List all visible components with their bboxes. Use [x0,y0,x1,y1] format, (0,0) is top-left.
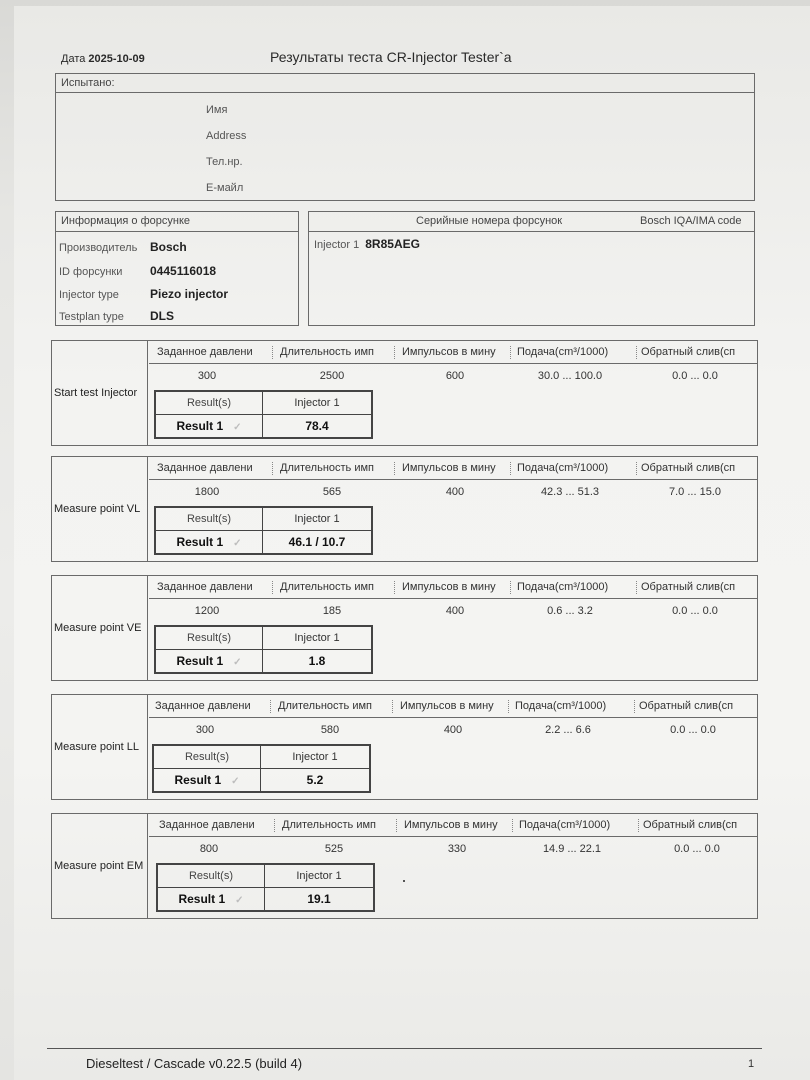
column-header: Подача(cm³/1000) [519,819,611,831]
test-param-value: 30.0 ... 100.0 [537,370,603,382]
info-label: ID форсунки [59,266,123,278]
column-header: Импульсов в мину [402,462,496,474]
result-label: Result 1 [176,419,224,433]
stray-mark [403,880,405,882]
column-separator [512,819,513,832]
test-param-value: 400 [443,724,463,736]
serial-row [314,237,420,251]
result-value: 78.4 [263,415,372,438]
column-header: Обратный слив(cп [641,462,736,474]
test-block [51,456,758,562]
test-param-value: 600 [445,370,465,382]
tested-section [55,73,755,201]
test-param-value: 330 [447,843,467,855]
test-param-value: 580 [320,724,340,736]
info-label: Производитель [59,242,138,254]
info-value: Bosch [150,240,187,254]
column-separator [272,462,273,475]
test-param-value: 2500 [319,370,345,382]
check-icon: ✓ [235,895,244,906]
date-label: Дата [61,53,86,65]
column-separator [510,462,511,475]
column-separator [394,581,395,594]
check-icon: ✓ [233,422,242,433]
info-row-testplan [59,309,174,323]
column-separator [394,346,395,359]
column-header: Длительность имп [280,581,375,593]
serial-value: 8R85AEG [365,237,420,251]
code-title: Bosch IQA/IMA code [640,215,742,227]
column-separator [636,462,637,475]
column-header: Обратный слив(cп [641,581,736,593]
result-label-cell [158,888,265,911]
column-header: Заданное давлени [157,581,253,593]
test-param-value: 14.9 ... 22.1 [542,843,602,855]
field-name: Имя [206,104,228,116]
column-separator [636,346,637,359]
test-param-value: 7.0 ... 15.0 [669,486,721,498]
column-header: Подача(cm³/1000) [517,462,609,474]
column-header: Импульсов в мину [402,581,496,593]
field-address: Address [206,130,247,142]
column-header: Заданное давлени [157,346,253,358]
test-param-value: 400 [445,605,465,617]
column-header: Импульсов в мину [404,819,498,831]
result-header-key: Result(s) [158,865,265,888]
test-param-value: 0.0 ... 0.0 [674,843,720,855]
result-table [152,744,371,793]
column-header: Длительность имп [280,462,375,474]
test-param-value: 185 [322,605,342,617]
result-value: 1.8 [263,650,372,673]
check-icon: ✓ [231,776,240,787]
result-header-key: Result(s) [156,627,263,650]
result-label-cell [156,415,263,438]
column-separator [508,700,509,713]
result-label: Result 1 [174,773,222,787]
footer-page: 1 [748,1058,755,1070]
result-header-value: Injector 1 [263,508,372,531]
info-label: Testplan type [59,311,124,323]
column-separator [396,819,397,832]
result-label: Result 1 [176,535,224,549]
info-row-type [59,287,228,301]
result-label: Result 1 [176,654,224,668]
report-date [61,53,145,65]
serial-label: Injector 1 [314,239,360,251]
column-header-row [149,576,757,599]
injector-info-section [55,211,299,326]
result-label: Result 1 [178,892,226,906]
test-param-value: 0.0 ... 0.0 [670,724,716,736]
column-separator [270,700,271,713]
result-table [156,863,375,912]
test-block [51,813,758,919]
column-separator [392,700,393,713]
info-value: 0445116018 [150,264,217,278]
serials-title: Серийные номера форсунок [416,215,563,227]
result-table [154,506,373,555]
field-phone: Тел.нр. [206,156,243,168]
test-param-value: 565 [322,486,342,498]
column-separator [394,462,395,475]
column-separator [510,581,511,594]
result-label-cell [156,531,263,554]
column-separator [636,581,637,594]
column-header: Подача(cm³/1000) [517,581,609,593]
column-header: Обратный слив(cп [639,700,734,712]
test-name: Measure point VE [52,576,148,680]
report-title: Результаты теста CR-Injector Tester`a [270,49,512,65]
test-param-value: 1200 [194,605,220,617]
result-label-cell [154,769,261,792]
column-header: Длительность имп [278,700,373,712]
test-param-value: 300 [197,370,217,382]
result-value: 46.1 / 10.7 [263,531,372,554]
column-separator [274,819,275,832]
injector-info-title: Информация о форсунке [56,212,298,232]
result-header-key: Result(s) [154,746,261,769]
column-header: Заданное давлени [157,462,253,474]
result-header-value: Injector 1 [263,392,372,415]
serials-section [308,211,755,326]
test-param-value: 400 [445,486,465,498]
check-icon: ✓ [233,657,242,668]
footer-divider [47,1048,762,1049]
result-label-cell [156,650,263,673]
result-value: 5.2 [261,769,370,792]
test-name: Measure point EM [52,814,148,918]
check-icon: ✓ [233,538,242,549]
test-param-value: 0.6 ... 3.2 [547,605,593,617]
test-name: Measure point VL [52,457,148,561]
result-table [154,390,373,439]
tested-label: Испытано: [56,74,754,93]
column-header: Заданное давлени [155,700,251,712]
test-block [51,694,758,800]
column-header: Длительность имп [282,819,377,831]
column-header-row [149,695,757,718]
info-value: DLS [150,309,174,323]
test-param-value: 42.3 ... 51.3 [540,486,600,498]
test-name: Measure point LL [52,695,148,799]
column-separator [638,819,639,832]
column-header: Подача(cm³/1000) [517,346,609,358]
result-header-key: Result(s) [156,392,263,415]
column-header: Заданное давлени [159,819,255,831]
column-header: Импульсов в мину [402,346,496,358]
result-header-value: Injector 1 [265,865,374,888]
test-param-value: 1800 [194,486,220,498]
result-value: 19.1 [265,888,374,911]
result-header-value: Injector 1 [263,627,372,650]
test-block [51,340,758,446]
info-value: Piezo injector [150,287,229,301]
result-header-key: Result(s) [156,508,263,531]
serials-header [309,212,754,232]
result-table [154,625,373,674]
column-header: Длительность имп [280,346,375,358]
test-name: Start test Injector [52,341,148,445]
column-header-row [149,457,757,480]
column-header: Импульсов в мину [400,700,494,712]
date-value: 2025-10-09 [88,53,145,65]
column-header-row [149,814,757,837]
test-block [51,575,758,681]
column-header-row [149,341,757,364]
footer-app: Dieseltest / Cascade v0.22.5 (build 4) [86,1056,303,1071]
test-param-value: 300 [195,724,215,736]
test-param-value: 800 [199,843,219,855]
result-header-value: Injector 1 [261,746,370,769]
column-header: Подача(cm³/1000) [515,700,607,712]
column-separator [510,346,511,359]
info-label: Injector type [59,289,119,301]
info-row-id [59,264,216,278]
column-separator [634,700,635,713]
column-header: Обратный слив(cп [641,346,736,358]
test-param-value: 0.0 ... 0.0 [672,370,718,382]
field-email: E-майл [206,182,244,194]
column-separator [272,346,273,359]
test-param-value: 525 [324,843,344,855]
column-header: Обратный слив(cп [643,819,738,831]
info-row-manufacturer [59,240,187,254]
test-param-value: 2.2 ... 6.6 [545,724,591,736]
column-separator [272,581,273,594]
test-param-value: 0.0 ... 0.0 [672,605,718,617]
